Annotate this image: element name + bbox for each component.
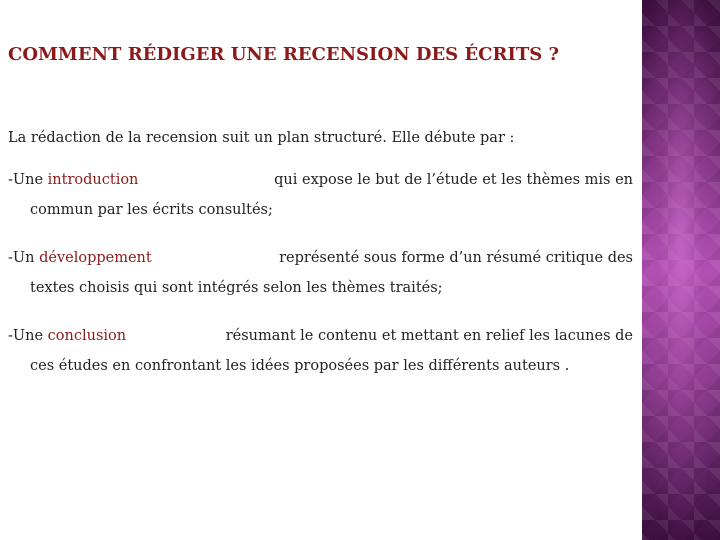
list-item-text: résumant le contenu et mettant en relief les lacunes de — [225, 328, 633, 344]
decorative-side-band — [642, 0, 720, 540]
list-item-term: conclusion — [47, 328, 127, 344]
list-item-introduction — [8, 172, 633, 218]
intro-paragraph: La rédaction de la recension suit un plan structuré. Elle débute par : — [8, 130, 515, 146]
list-item-term: introduction — [47, 172, 139, 188]
slide-title: COMMENT RÉDIGER UNE RECENSION DES ÉCRITS ? — [8, 44, 560, 65]
list-item-line-1 — [8, 172, 633, 188]
list-item-developpement — [8, 250, 633, 296]
list-item-conclusion — [8, 328, 633, 374]
list-item-prefix: -Une — [8, 328, 44, 344]
list-item-line-1 — [8, 250, 633, 266]
list-item-prefix: -Un — [8, 250, 35, 266]
list-item-continuation: commun par les écrits consultés; — [30, 202, 273, 218]
list-item-continuation: ces études en confrontant les idées proposées par les différents auteurs . — [30, 358, 570, 374]
list-item-text: qui expose le but de l’étude et les thèmes mis en — [274, 172, 633, 188]
list-item-lead — [8, 172, 138, 188]
list-item-lead — [8, 250, 152, 266]
list-item-prefix: -Une — [8, 172, 44, 188]
list-item-term: développement — [39, 250, 152, 266]
list-item-line-1 — [8, 328, 633, 344]
list-item-text: représenté sous forme d’un résumé critique des — [279, 250, 633, 266]
list-item-lead — [8, 328, 126, 344]
list-item-continuation: textes choisis qui sont intégrés selon les thèmes traités; — [30, 280, 443, 296]
